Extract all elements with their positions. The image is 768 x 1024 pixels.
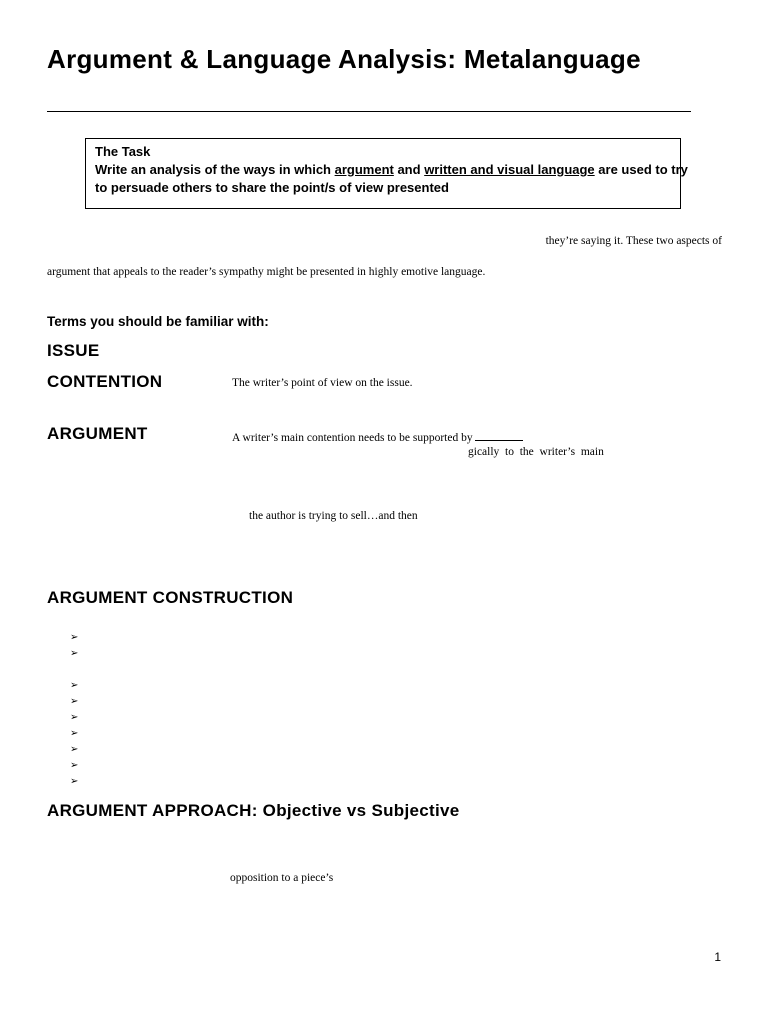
page-title: Argument & Language Analysis: Metalanguage <box>47 44 641 74</box>
task-line-1 <box>95 161 688 179</box>
terms-heading: Terms you should be familiar with: <box>47 314 269 329</box>
fill-in-blank <box>475 429 523 441</box>
page-number: 1 <box>714 950 721 964</box>
bullet-7: ➢ <box>70 744 79 755</box>
bullet-9: ➢ <box>70 776 79 787</box>
term-argument: ARGUMENT <box>47 424 148 443</box>
bullet-6: ➢ <box>70 728 79 739</box>
argument-definition-line-3: the author is trying to sell…and then <box>249 510 418 522</box>
term-issue: ISSUE <box>47 341 100 360</box>
bullet-8: ➢ <box>70 760 79 771</box>
bullet-3: ➢ <box>70 680 79 691</box>
task-heading: The Task <box>95 144 151 159</box>
task-line-1-start: Write an analysis of the ways in which <box>95 162 335 177</box>
task-language-underlined: written and visual language <box>424 162 595 177</box>
argument-definition-line-1 <box>232 429 523 444</box>
task-box <box>85 138 688 209</box>
title-underline <box>47 111 691 112</box>
bullet-1: ➢ <box>70 632 79 643</box>
task-argument-underlined: argument <box>334 162 394 177</box>
intro-line-1: they’re saying it. These two aspects of <box>545 235 722 247</box>
bullet-5: ➢ <box>70 712 79 723</box>
approach-text: opposition to a piece’s <box>230 872 334 884</box>
approach-heading: ARGUMENT APPROACH: Objective vs Subjective <box>47 801 460 820</box>
contention-definition: The writer’s point of view on the issue. <box>232 377 413 389</box>
bullet-2: ➢ <box>70 648 79 659</box>
task-line-2: to persuade others to share the point/s of view presented <box>95 180 449 195</box>
argument-definition-text: A writer’s main contention needs to be supported by <box>232 432 473 444</box>
argument-definition-line-2: gically to the writer’s main <box>468 446 604 458</box>
task-line-1-mid: and <box>393 162 425 177</box>
task-line-1-end: are used to try <box>594 162 688 177</box>
term-contention: CONTENTION <box>47 372 163 391</box>
intro-line-2: argument that appeals to the reader’s sympathy might be presented in highly emotive language. <box>47 266 486 278</box>
bullet-4: ➢ <box>70 696 79 707</box>
construction-heading: ARGUMENT CONSTRUCTION <box>47 588 294 607</box>
